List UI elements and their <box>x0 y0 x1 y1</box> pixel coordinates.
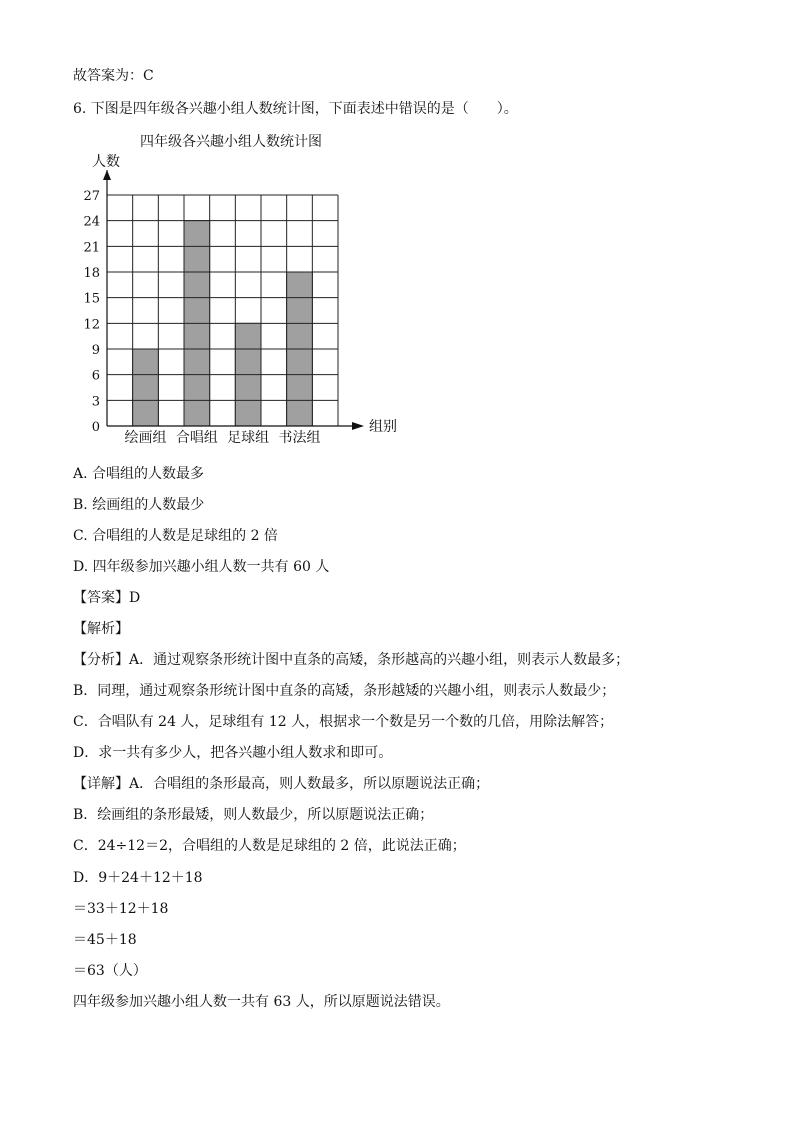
question-stem: 6. 下图是四年级各兴趣小组人数统计图，下面表述中错误的是（ ）。 <box>73 101 518 117</box>
bar-chart <box>0 0 794 460</box>
x-axis-arrow <box>352 422 364 430</box>
detail-line: B．绘画组的条形最矮，则人数最少，所以原题说法正确； <box>73 807 434 823</box>
y-tick-label: 27 <box>83 189 100 204</box>
analysis-line: B．同理，通过观察条形统计图中直条的高矮，条形越矮的兴趣小组，则表示人数最少； <box>73 683 616 699</box>
detail-line: ＝33＋12＋18 <box>73 901 169 917</box>
analysis-line: C．合唱队有 24 人，足球组有 12 人，根据求一个数是另一个数的几倍，用除法解答； <box>73 714 614 730</box>
category-label: 绘画组 <box>124 430 167 446</box>
y-tick-label: 15 <box>83 291 100 307</box>
y-axis-label: 人数 <box>92 154 120 170</box>
detail-line: C．24÷12＝2，合唱组的人数是足球组的 2 倍，此说法正确； <box>73 838 466 854</box>
analysis-line: 【分析】A．通过观察条形统计图中直条的高矮，条形越高的兴趣小组，则表示人数最多； <box>73 652 630 668</box>
y-axis-arrow <box>103 170 111 180</box>
option-b: B. 绘画组的人数最少 <box>73 497 205 513</box>
y-tick-label: 12 <box>83 317 100 333</box>
category-label: 书法组 <box>278 430 321 446</box>
analysis-header: 【解析】 <box>73 621 129 637</box>
detail-line: 【详解】A．合唱组的条形最高，则人数最多，所以原题说法正确； <box>73 776 490 792</box>
y-tick-label: 21 <box>83 240 100 256</box>
option-d: D. 四年级参加兴趣小组人数一共有 60 人 <box>73 559 330 575</box>
chart-title: 四年级各兴趣小组人数统计图 <box>140 134 322 150</box>
bar-绘画组 <box>133 349 159 426</box>
previous-answer: 故答案为：C <box>73 68 154 84</box>
x-axis-label: 组别 <box>369 419 397 435</box>
detail-line: ＝45＋18 <box>73 932 137 948</box>
category-label: 合唱组 <box>175 430 218 446</box>
category-label: 足球组 <box>227 430 270 446</box>
detail-line: D．9＋24＋12＋18 <box>73 870 203 886</box>
analysis-line: D．求一共有多少人，把各兴趣小组人数求和即可。 <box>73 745 393 761</box>
option-a: A. 合唱组的人数最多 <box>73 466 205 482</box>
detail-line: 四年级参加兴趣小组人数一共有 63 人，所以原题说法错误。 <box>73 994 450 1010</box>
option-c: C. 合唱组的人数是足球组的 2 倍 <box>73 528 278 544</box>
y-tick-label: 3 <box>91 394 100 410</box>
y-tick-label: 18 <box>83 266 100 281</box>
y-tick-label: 0 <box>91 420 100 435</box>
y-tick-label: 9 <box>91 343 100 358</box>
y-tick-label: 24 <box>83 214 100 230</box>
detail-line: ＝63（人） <box>73 963 147 979</box>
y-tick-label: 6 <box>91 368 100 384</box>
answer-label: 【答案】D <box>73 590 141 606</box>
